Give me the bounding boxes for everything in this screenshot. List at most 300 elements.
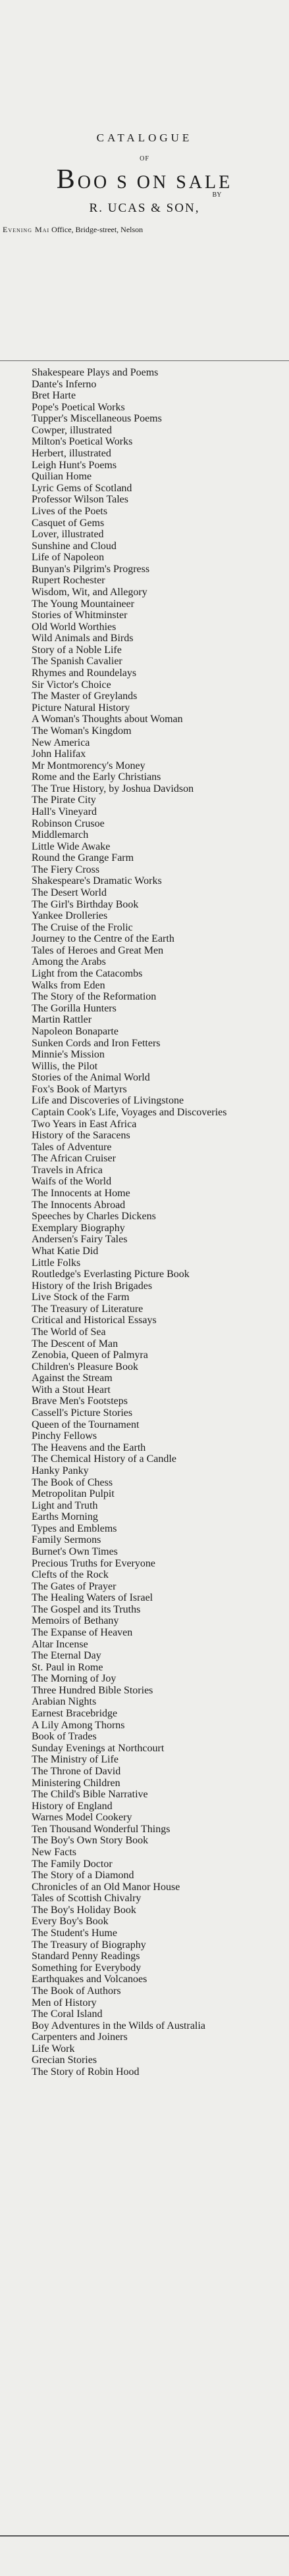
book-list-item [32,425,288,437]
book-title: Bunyan's Pilgrim's Progress [32,563,150,575]
book-list-item [32,783,288,795]
book-title: Brave Men's Footsteps [32,1396,128,1407]
book-list-item [32,1188,288,1200]
book-list-item [32,714,288,725]
book-title: Herbert, illustrated [32,448,111,460]
book-title: Stories of the Animal World [32,1072,150,1084]
book-list-item [32,887,288,899]
book-title: The Gates of Prayer [32,1580,117,1592]
book-title: Two Years in East Africa [32,1118,137,1130]
book-title: Sunken Cords and Iron Fetters [32,1037,161,1049]
book-title: The Morning of Joy [32,1673,117,1685]
book-title: Journey to the Centre of the Earth [32,933,174,945]
book-list-item [32,518,288,529]
book-title: Critical and Historical Essays [32,1315,157,1326]
book-title: Memoirs of Bethany [32,1615,119,1627]
book-title: Light from the Catacombs [32,968,143,980]
book-list-item [32,841,288,853]
book-list-item [32,794,288,806]
book-title: Something for Everybody [32,1962,142,1974]
book-list-item [32,1812,288,1824]
book-list-item [32,1419,288,1431]
book-title: Precious Truths for Everyone [32,1557,155,1569]
book-title: A Woman's Thoughts about Woman [32,714,183,725]
book-title: Picture Natural History [32,702,130,714]
books-on-sale-heading [0,164,289,195]
book-title: Grecian Stories [32,2054,97,2066]
book-list-item [32,737,288,749]
book-title: Routledge's Everlasting Picture Book [32,1269,190,1280]
book-list-item [32,1315,288,1326]
book-list-item [32,1014,288,1026]
book-list-item [32,2008,288,2020]
book-list-item [32,771,288,783]
book-list-item [32,1119,288,1130]
book-list-item [32,933,288,945]
book-list-item [32,1835,288,1847]
book-list-item [32,1604,288,1616]
book-list-item [32,1269,288,1280]
book-title: The Desert World [32,887,107,899]
book-title: The Innocents Abroad [32,1199,126,1211]
book-title: Lover, illustrated [32,529,104,541]
book-list-item [32,1442,288,1454]
book-list-item [32,679,288,691]
book-title: The Story of a Diamond [32,1870,134,1882]
book-title: The Gospel and its Truths [32,1603,141,1615]
book-list-item [32,1801,288,1812]
book-list-item [32,1061,288,1073]
book-title: Clefts of the Rock [32,1569,109,1581]
book-title: Life and Discoveries of Livingstone [32,1095,184,1107]
of-label: OF [140,155,149,162]
book-title: Against the Stream [32,1373,113,1384]
book-list-item [32,1246,288,1257]
book-title: Men of History [32,1997,97,2008]
book-list-item [32,471,288,483]
book-list-item [32,656,288,668]
book-title: The Book of Chess [32,1476,113,1488]
book-list-item [32,1743,288,1755]
book-title: Arabian Nights [32,1696,97,1708]
book-title: Shakespeare Plays and Poems [32,367,159,378]
book-title: Among the Arabs [32,956,106,968]
book-list-item [32,1072,288,1084]
book-list-item [32,644,288,656]
book-list-item [32,1534,288,1546]
book-list-item [32,367,288,379]
book-title: The Healing Waters of Israel [32,1592,153,1604]
book-title: Family Sermons [32,1534,101,1546]
book-list-item [32,1905,288,1916]
book-list-item [32,552,288,564]
book-list-item [32,875,288,887]
book-title: The Spanish Cavalier [32,656,122,668]
book-title: Chronicles of an Old Manor House [32,1881,180,1893]
book-title: Every Boy's Book [32,1916,109,1928]
book-title: The Master of Greylands [32,691,138,702]
book-list-item [32,1928,288,1939]
book-list-item [32,1453,288,1465]
book-title: Queen of the Tournament [32,1419,140,1430]
book-title: Children's Pleasure Book [32,1361,138,1373]
book-list-item [32,691,288,702]
book-title: Earnest Bracebridge [32,1708,118,1720]
book-title: Yankee Drolleries [32,910,108,922]
book-list-item [32,1003,288,1015]
book-list-item [32,1778,288,1789]
book-title: Life Work [32,2043,75,2054]
book-list-item [32,1500,288,1512]
book-list-item [32,725,288,737]
book-title: Old World Worthies [32,621,117,633]
book-title: The World of Sea [32,1326,106,1338]
book-title: Burnet's Own Times [32,1545,118,1557]
book-list-item [32,1153,288,1165]
book-title: The Coral Island [32,2008,103,2020]
book-list-item [32,621,288,633]
book-list-item [32,1523,288,1535]
book-title: Exemplary Biography [32,1222,125,1234]
book-list-item [32,1107,288,1119]
book-title: Zenobia, Queen of Palmyra [32,1349,148,1361]
book-list-item [32,1165,288,1177]
book-title: Professor Wilson Tales [32,494,128,506]
book-list-item [32,1361,288,1373]
book-list-item [32,587,288,598]
book-title: New Facts [32,1847,76,1858]
book-title: Leigh Hunt's Poems [32,459,117,471]
book-list-item [32,991,288,1003]
book-title: The Boy's Own Story Book [32,1835,149,1847]
book-list-item [32,1292,288,1303]
book-list-item [32,1303,288,1315]
book-title: Cowper, illustrated [32,424,112,436]
book-title: The Book of Authors [32,1985,121,1997]
book-title: Milton's Poetical Works [32,436,133,448]
book-list-item [32,852,288,864]
book-list-item [32,1939,288,1951]
book-title: Boy Adventures in the Wilds of Australia [32,2020,205,2031]
book-title: New America [32,737,90,748]
book-list-item [32,1200,288,1211]
book-title: Pope's Poetical Works [32,401,125,413]
catalogue-header [0,132,289,235]
book-list-item [32,1049,288,1061]
book-title: John Halifax [32,748,86,760]
books-heading-rest: OO S ON SALE [77,172,233,193]
book-list-item [32,1234,288,1246]
book-title: Andersen's Fairy Tales [32,1234,128,1246]
book-list-item [32,1176,288,1188]
book-list-item [32,575,288,587]
book-list-item [32,1673,288,1685]
book-title: The Story of Robin Hood [32,2066,140,2078]
book-list-item [32,1384,288,1396]
address-street: Office, Bridge-street, Nelson [49,225,144,234]
book-title: Little Wide Awake [32,840,111,852]
book-title: The Woman's Kingdom [32,725,132,737]
book-list-item [32,829,288,841]
book-list-item [32,1882,288,1893]
book-title: The Eternal Day [32,1650,101,1662]
book-list-item [32,1708,288,1720]
book-list-item [32,402,288,414]
book-list-item [32,2066,288,2078]
book-title: The Child's Bible Narrative [32,1789,148,1801]
book-list-item [32,1893,288,1905]
book-list-item [32,633,288,644]
book-title: Middlemarch [32,829,89,841]
book-list-item [32,1766,288,1778]
book-list-item [32,956,288,968]
book-title: Story of a Noble Life [32,644,122,656]
book-list-item [32,1974,288,1985]
book-title: Captain Cook's Life, Voyages and Discoveries [32,1107,227,1118]
book-title: Mr Montmorency's Money [32,760,145,771]
book-title: Speeches by Charles Dickens [32,1211,156,1223]
book-list-item [32,1581,288,1593]
book-list-item [32,1407,288,1419]
book-list-item [32,1789,288,1801]
book-title: Ten Thousand Wonderful Things [32,1823,171,1835]
book-list-item [32,1338,288,1350]
book-list-item [32,806,288,818]
book-title: The Fiery Cross [32,863,100,875]
book-list-item [32,1511,288,1523]
book-title: Bret Harte [32,390,76,402]
book-list-item [32,1627,288,1639]
book-title: History of England [32,1800,113,1812]
address-newspaper: Evening Mai [3,225,50,234]
book-list-item [32,460,288,472]
book-list-item [32,1038,288,1050]
book-title: Robinson Crusoe [32,817,105,829]
book-list-item [32,1430,288,1442]
footer-divider [0,2535,289,2537]
book-title: Sunshine and Cloud [32,540,117,552]
book-list-item [32,1639,288,1651]
by-label: BY [212,191,222,199]
book-title: Travels in Africa [32,1164,103,1176]
book-list-item [32,610,288,621]
book-list-item [32,1546,288,1558]
book-title: The Young Mountaineer [32,598,134,610]
book-list-item [32,506,288,518]
book-list-item [32,1662,288,1674]
book-list-item [32,968,288,980]
book-title: St. Paul in Rome [32,1661,103,1673]
book-title: The Gorilla Hunters [32,1002,117,1014]
book-list-item [32,529,288,541]
book-title: Tales of Adventure [32,1141,112,1153]
book-title: Lyric Gems of Scotland [32,482,132,494]
book-list-item [32,1026,288,1038]
book-title: Casquet of Gems [32,517,105,529]
book-list-item [32,1696,288,1708]
book-title: The Chemical History of a Candle [32,1453,176,1465]
book-list-item [32,494,288,506]
book-title: The Heavens and the Earth [32,1442,146,1453]
book-list-item [32,564,288,575]
book-list-item [32,1211,288,1223]
book-list-item [32,436,288,448]
book-list-item [32,1396,288,1407]
book-list-item [32,1962,288,1974]
catalogue-title: CATALOGUE [96,132,193,144]
book-list-item [32,1095,288,1107]
book-list-item [32,945,288,957]
book-list-item [32,1373,288,1384]
book-title: Earthquakes and Volcanoes [32,1974,147,1985]
book-title: Dante's Inferno [32,378,97,390]
book-title: A Lily Among Thorns [32,1719,125,1731]
book-list-item [32,390,288,402]
book-list-item [32,1615,288,1627]
book-title: Willis, the Pilot [32,1060,98,1072]
book-title: The Pirate City [32,794,96,806]
book-list-item [32,1142,288,1154]
book-list-item [32,1720,288,1732]
book-title: Tupper's Miscellaneous Poems [32,413,162,425]
book-title: Book of Trades [32,1731,97,1743]
book-list-item [32,1558,288,1570]
book-list-item [32,1731,288,1743]
book-list-item [32,702,288,714]
book-list-item [32,980,288,992]
book-list-item [32,1951,288,1962]
book-list-item [32,1870,288,1882]
book-list-item [32,1477,288,1489]
book-list-item [32,899,288,911]
book-list-item [32,448,288,460]
book-title: Standard Penny Readings [32,1951,140,1962]
book-list-item [32,1130,288,1142]
book-list-item [32,1465,288,1477]
book-title: Sir Victor's Choice [32,679,111,691]
book-list-item [32,379,288,391]
book-title: Shakespeare's Dramatic Works [32,875,162,887]
book-title: Wisdom, Wit, and Allegory [32,586,147,598]
book-title: Wild Animals and Birds [32,633,134,644]
book-list-item [32,1488,288,1500]
book-title: Tales of Scottish Chivalry [32,1893,142,1905]
book-title: Rome and the Early Christians [32,771,161,783]
book-title: Rhymes and Roundelays [32,668,137,679]
book-title: History of the Saracens [32,1130,130,1142]
book-title: The Student's Hume [32,1928,117,1939]
book-title: Sunday Evenings at Northcourt [32,1742,165,1754]
book-list-item [32,864,288,876]
book-list-item [32,1257,288,1269]
book-title: The Cruise of the Frolic [32,921,133,933]
book-title: Martin Rattler [32,1014,92,1026]
book-list-item [32,760,288,772]
book-list-item [32,668,288,679]
book-title: Earths Morning [32,1511,98,1523]
book-list-item [32,922,288,934]
book-title: Little Folks [32,1257,81,1269]
books-initial-letter: B [56,164,78,195]
book-title: Life of Napoleon [32,552,105,564]
book-list-item [32,2031,288,2043]
book-list-item [32,1859,288,1870]
book-title: Minnie's Mission [32,1049,105,1061]
book-list-item [32,2020,288,2032]
book-title: Light and Truth [32,1499,98,1511]
book-title: Ministering Children [32,1777,120,1789]
header-divider [0,360,289,361]
book-list-item [32,541,288,552]
book-list-item [32,1824,288,1835]
book-list-item [32,2054,288,2066]
book-title: Hanky Panky [32,1465,89,1476]
book-list-item [32,483,288,495]
book-title: Three Hundred Bible Stories [32,1684,153,1696]
book-list-item [32,1916,288,1928]
book-title: Lives of the Poets [32,505,108,517]
book-title: Tales of Heroes and Great Men [32,944,164,956]
book-title: Round the Grange Farm [32,852,134,864]
book-list-item [32,910,288,922]
book-title: History of the Irish Brigades [32,1280,153,1292]
book-list [32,367,288,2078]
book-list-item [32,1084,288,1096]
book-title: The Boy's Holiday Book [32,1904,136,1916]
book-title: The Innocents at Home [32,1188,130,1200]
book-list-item [32,1349,288,1361]
book-list-item [32,598,288,610]
book-title: Napoleon Bonaparte [32,1025,118,1037]
book-title: Quilian Home [32,471,92,483]
publisher-name: R. UCAS & SON, [89,201,200,215]
book-list-item [32,818,288,830]
publisher-address [0,225,289,235]
book-title: With a Stout Heart [32,1384,111,1396]
book-title: Warnes Model Cookery [32,1812,132,1824]
book-title: The Treasury of Biography [32,1939,146,1951]
book-title: The Descent of Man [32,1338,118,1349]
book-list-item [32,1997,288,2009]
book-title: Hall's Vineyard [32,806,97,817]
book-list-item [32,1650,288,1662]
book-list-item [32,1569,288,1581]
book-list-item [32,1326,288,1338]
book-title: Waifs of the World [32,1176,112,1188]
book-list-item [32,1685,288,1697]
book-title: The Treasury of Literature [32,1303,144,1315]
book-title: The Story of the Reformation [32,991,157,1003]
book-title: Rupert Rochester [32,575,105,587]
book-title: The Throne of David [32,1765,121,1777]
book-list-item [32,1223,288,1234]
book-title: Stories of Whitminster [32,610,128,621]
book-title: Fox's Book of Martyrs [32,1083,127,1095]
book-title: The Family Doctor [32,1858,113,1870]
book-title: The African Cruiser [32,1153,116,1165]
book-list-item [32,1592,288,1604]
book-list-item [32,413,288,425]
book-title: The Ministry of Life [32,1754,118,1766]
book-title: Walks from Eden [32,979,105,991]
book-list-item [32,1754,288,1766]
book-title: Carpenters and Joiners [32,2031,128,2043]
book-title: The True History, by Joshua Davidson [32,783,194,794]
book-list-item [32,1847,288,1859]
book-list-item [32,1985,288,1997]
book-title: The Expanse of Heaven [32,1627,133,1639]
book-list-item [32,1280,288,1292]
